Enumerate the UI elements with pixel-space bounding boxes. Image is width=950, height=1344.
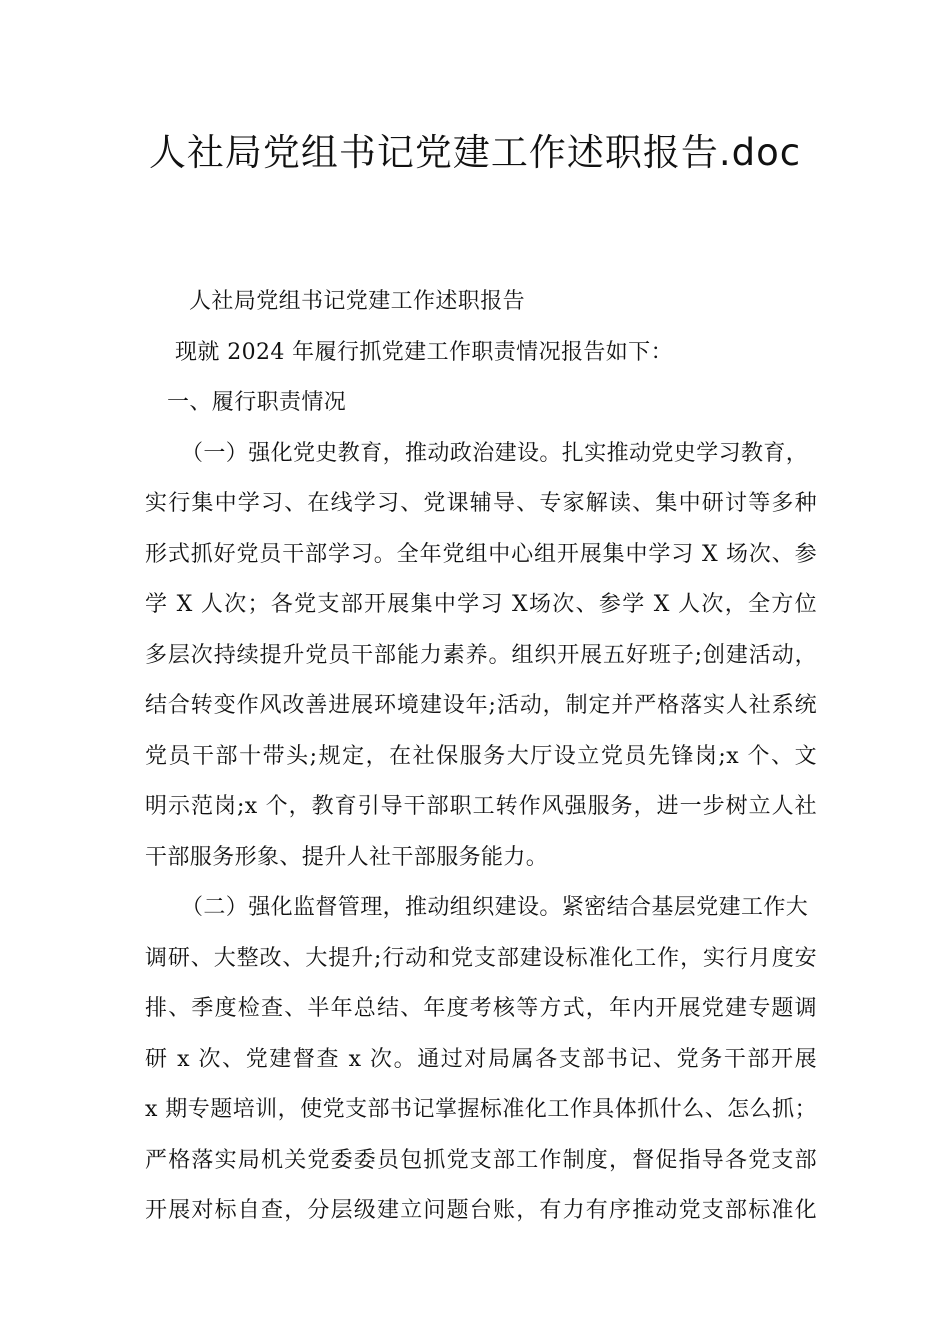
document-title: 人社局党组书记党建工作述职报告.doc xyxy=(148,131,802,174)
paragraph-line: 严格落实局机关党委委员包抓党支部工作制度，督促指导各党支部 xyxy=(145,1147,817,1173)
paragraph-line: 研 x 次、党建督查 x 次。通过对局属各支部书记、党务干部开展 xyxy=(145,1046,817,1072)
section-heading: 一、履行职责情况 xyxy=(167,390,347,415)
paragraph-line: 学 X 人次；各党支部开展集中学习 X场次、参学 X 人次，全方位 xyxy=(145,592,817,617)
intro-line: 现就 2024 年履行抓党建工作职责情况报告如下： xyxy=(175,339,673,365)
paragraph-line: 调研、大整改、大提升;行动和党支部建设标准化工作，实行月度安 xyxy=(145,945,817,971)
paragraph-line: （一）强化党史教育，推动政治建设。扎实推动党史学习教育， xyxy=(181,440,809,466)
paragraph-line: 实行集中学习、在线学习、党课辅导、专家解读、集中研讨等多种 xyxy=(145,491,817,516)
paragraph-line: 结合转变作风改善进展环境建设年;活动，制定并严格落实人社系统 xyxy=(145,693,817,718)
paragraph-line: 干部服务形象、提升人社干部服务能力。 xyxy=(145,844,549,870)
paragraph-2 xyxy=(145,886,817,1240)
paragraph-line: （二）强化监督管理，推动组织建设。紧密结合基层党建工作大 xyxy=(181,895,809,920)
paragraph-1 xyxy=(145,432,817,887)
paragraph-line: 党员干部十带头;规定，在社保服务大厅设立党员先锋岗;x 个、文 xyxy=(145,743,817,769)
document-subtitle: 人社局党组书记党建工作述职报告 xyxy=(189,289,526,314)
paragraph-line: 明示范岗;x 个，教育引导干部职工转作风强服务，进一步树立人社 xyxy=(145,794,817,819)
paragraph-line: 多层次持续提升党员干部能力素养。组织开展五好班子;创建活动， xyxy=(145,642,817,668)
document-body xyxy=(145,280,817,1240)
paragraph-line: x 期专题培训，使党支部书记掌握标准化工作具体抓什么、怎么抓； xyxy=(145,1097,817,1122)
paragraph-line: 开展对标自查，分层级建立问题台账，有力有序推动党支部标准化 xyxy=(145,1198,817,1223)
paragraph-line: 形式抓好党员干部学习。全年党组中心组开展集中学习 X 场次、参 xyxy=(145,541,817,567)
paragraph-line: 排、季度检查、半年总结、年度考核等方式，年内开展党建专题调 xyxy=(145,996,817,1021)
